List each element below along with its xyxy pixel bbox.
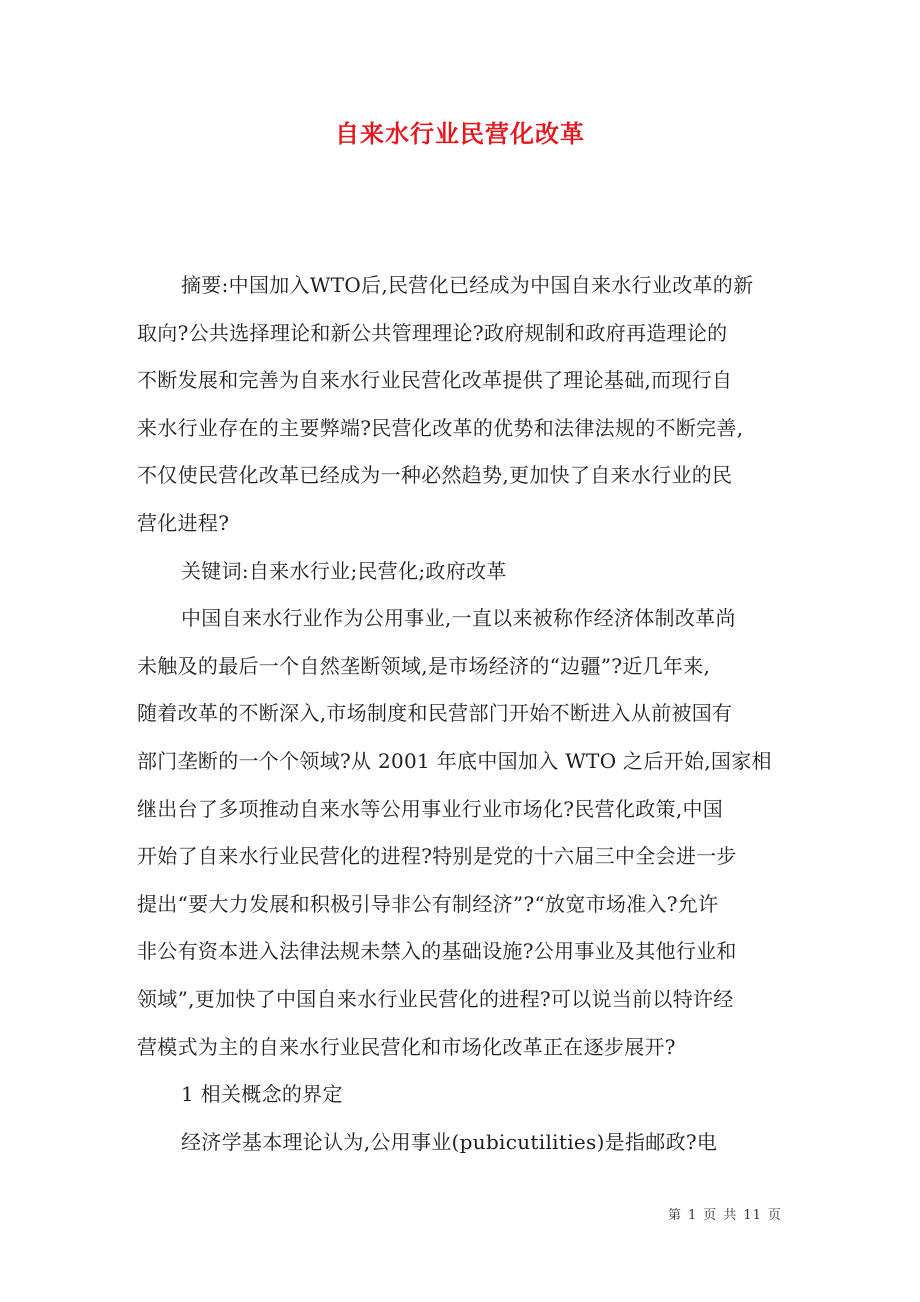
paragraph-line: 非公有资本进入法律法规未禁入的基础设施?公用事业及其他行业和 — [137, 939, 737, 964]
paragraph-line: 部门垄断的一个个领域?从 2001 年底中国加入 WTO 之后开始,国家相 — [137, 748, 772, 773]
paragraph-line: 来水行业存在的主要弊端?民营化改革的优势和法律法规的不断完善, — [137, 415, 744, 440]
paragraph-line: 继出台了多项推动自来水等公用事业行业市场化?民营化政策,中国 — [137, 796, 724, 821]
document-title: 自来水行业民营化改革 — [335, 119, 585, 148]
paragraph-line: 营模式为主的自来水行业民营化和市场化改革正在逐步展开? — [137, 1034, 676, 1059]
page-number-footer — [668, 1204, 788, 1223]
paragraph-line: 提出“要大力发展和积极引导非公有制经济”?“放宽市场准入?允许 — [137, 891, 719, 916]
paragraph-line: 开始了自来水行业民营化的进程?特别是党的十六届三中全会进一步 — [137, 844, 737, 869]
section-heading: 1 相关概念的界定 — [181, 1082, 343, 1107]
footer-prefix: 第 — [668, 1208, 683, 1223]
paragraph-line: 领域”,更加快了中国自来水行业民营化的进程?可以说当前以特许经 — [137, 986, 734, 1011]
paragraph-line: 未触及的最后一个自然垄断领域,是市场经济的“边疆”?近几年来, — [137, 653, 711, 678]
document-body — [137, 262, 787, 1166]
footer-suffix: 页 — [767, 1208, 782, 1223]
paragraph-line: 不仅使民营化改革已经成为一种必然趋势,更加快了自来水行业的民 — [137, 463, 733, 488]
paragraph-line: 营化进程? — [137, 510, 230, 535]
paragraph-line: 取向?公共选择理论和新公共管理理论?政府规制和政府再造理论的 — [137, 320, 728, 345]
paragraph-line: 经济学基本理论认为,公用事业(pubicutilities)是指邮政?电 — [181, 1129, 718, 1154]
paragraph-line: 中国自来水行业作为公用事业,一直以来被称作经济体制改革尚 — [181, 606, 736, 631]
total-pages-number: 11 — [743, 1208, 762, 1223]
footer-page-word: 页 — [703, 1208, 718, 1223]
paragraph-line: 摘要:中国加入WTO后,民营化已经成为中国自来水行业改革的新 — [181, 273, 754, 297]
paragraph-line: 随着改革的不断深入,市场制度和民营部门开始不断进入从前被国有 — [137, 701, 733, 726]
keywords-line: 关键词:自来水行业;民营化;政府改革 — [181, 558, 507, 583]
paragraph-line: 不断发展和完善为自来水行业民营化改革提供了理论基础,而现行自 — [137, 368, 733, 393]
current-page-number: 1 — [688, 1208, 698, 1223]
footer-total-prefix: 共 — [723, 1208, 738, 1223]
